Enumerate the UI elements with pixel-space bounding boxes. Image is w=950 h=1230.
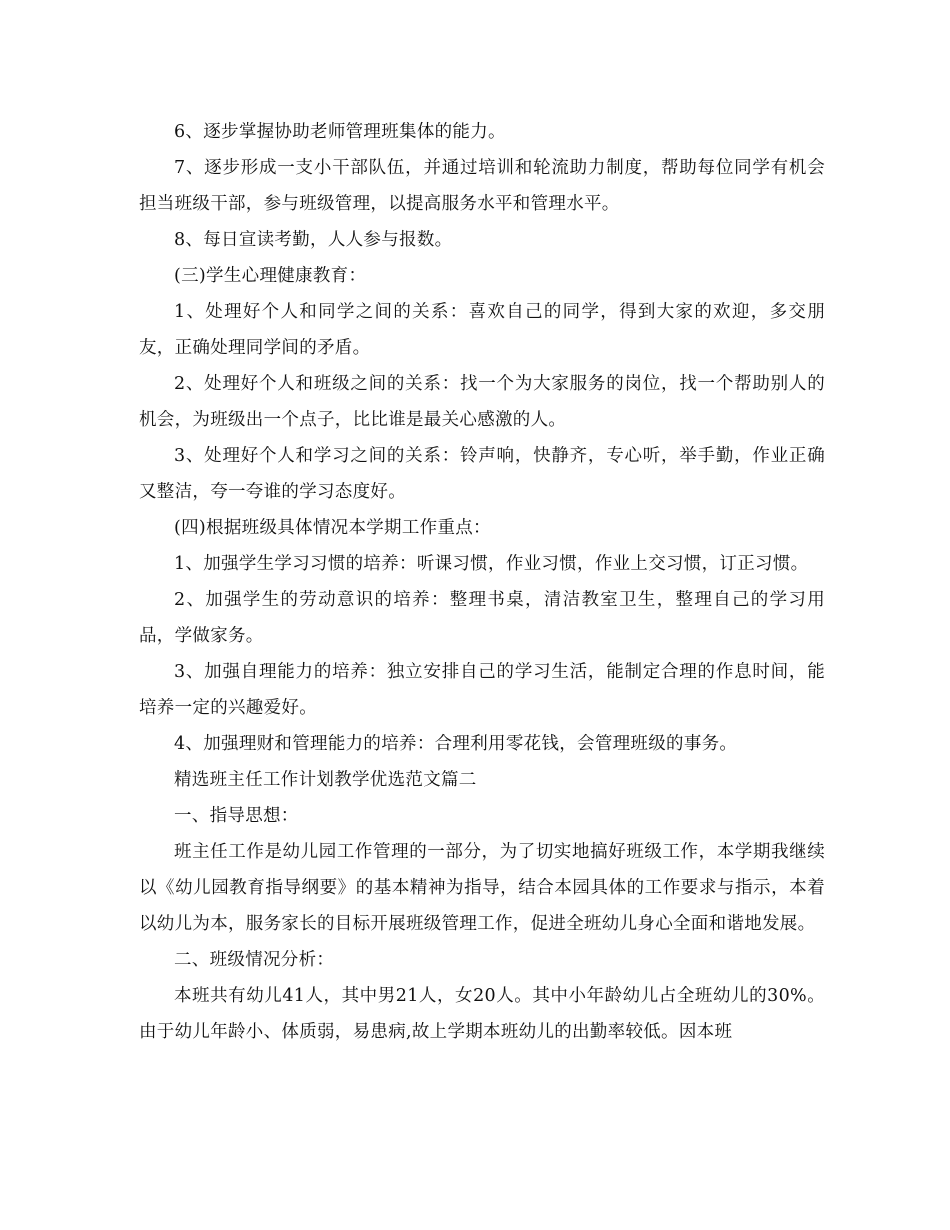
paragraph: 本班共有幼儿41人，其中男21人，女20人。其中小年龄幼儿占全班幼儿的30%。由于幼儿年龄小、体质弱，易患病,故上学期本班幼儿的出勤率较低。因本班 xyxy=(139,986,825,1042)
article-title: 精选班主任工作计划教学优选范文篇二 xyxy=(174,770,477,790)
paragraph: 班主任工作是幼儿园工作管理的一部分，为了切实地搞好班级工作，本学期我继续以《幼儿园教育指导纲要》的基本精神为指导，结合本园具体的工作要求与指示，本着以幼儿为本，服务家长的目标开展班级管理工作，促进全班幼儿身心全面和谐地发展。 xyxy=(139,842,825,934)
section-heading: 二、班级情况分析： xyxy=(174,950,335,970)
paragraph: 2、处理好个人和班级之间的关系：找一个为大家服务的岗位，找一个帮助别人的机会，为班级出一个点子，比比谁是最关心感激的人。 xyxy=(139,374,825,430)
document-body xyxy=(139,114,825,1050)
paragraph: 7、逐步形成一支小干部队伍，并通过培训和轮流助力制度，帮助每位同学有机会担当班级干部，参与班级管理，以提高服务水平和管理水平。 xyxy=(139,158,825,214)
paragraph: 3、加强自理能力的培养：独立安排自己的学习生活，能制定合理的作息时间，能培养一定的兴趣爱好。 xyxy=(139,662,825,718)
paragraph: 8、每日宣读考勤，人人参与报数。 xyxy=(174,230,453,250)
paragraph: 1、加强学生学习习惯的培养：听课习惯，作业习惯，作业上交习惯，订正习惯。 xyxy=(174,554,809,574)
paragraph: 1、处理好个人和同学之间的关系：喜欢自己的同学，得到大家的欢迎，多交朋友，正确处理同学间的矛盾。 xyxy=(139,302,825,358)
section-heading: 一、指导思想： xyxy=(174,806,299,826)
section-heading: (四)根据班级具体情况本学期工作重点： xyxy=(174,518,491,538)
paragraph: 4、加强理财和管理能力的培养：合理利用零花钱，会管理班级的事务。 xyxy=(174,734,738,754)
paragraph: 2、加强学生的劳动意识的培养：整理书桌，清洁教室卫生，整理自己的学习用品，学做家务。 xyxy=(139,590,825,646)
paragraph: 3、处理好个人和学习之间的关系：铃声响，快静齐，专心听，举手勤，作业正确又整洁，夸一夸谁的学习态度好。 xyxy=(139,446,825,502)
section-heading: (三)学生心理健康教育： xyxy=(174,266,367,286)
paragraph: 6、逐步掌握协助老师管理班集体的能力。 xyxy=(174,122,506,142)
